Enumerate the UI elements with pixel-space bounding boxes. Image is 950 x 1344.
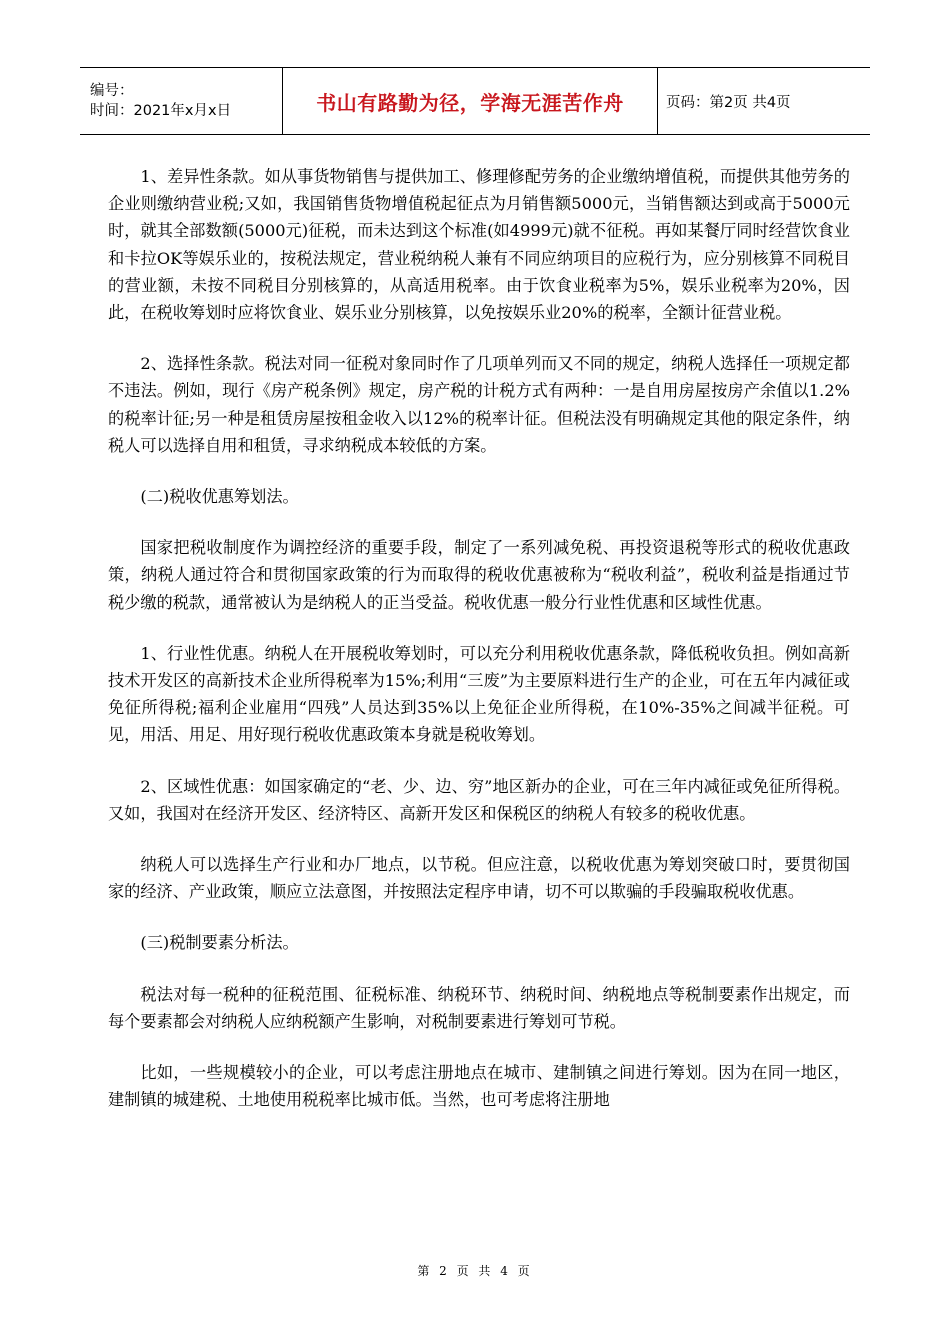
paragraph-optional-clause: 2、选择性条款。税法对同一征税对象同时作了几项单列而又不同的规定，纳税人选择任一项规定都不违法。例如，现行《房产税条例》规定，房产税的计税方式有两种：一是自用房屋按房产余值以1.2%的税率计征;另一种是租赁房屋按租金收入以12%的税率计征。但税法没有明确规定其他的限定条件，纳税人可以选择自用和租赁，寻求纳税成本较低的方案。 [108, 354, 850, 455]
section-heading-tax-elements: (三)税制要素分析法。 [140, 933, 299, 953]
header-page-info-cell [658, 68, 870, 134]
page-footer: 第 2 页 共 4 页 [417, 1264, 533, 1278]
paragraph-regional-incentive: 2、区域性优惠：如国家确定的“老、少、边、穷”地区新办的企业，可在三年内减征或免征所得税。又如，我国对在经济开发区、经济特区、高新开发区和保税区的纳税人有较多的税收优惠。 [108, 776, 850, 823]
header-meta [80, 68, 282, 134]
document-date: 时间：2021年x月x日 [90, 103, 232, 119]
header-motto-cell [282, 68, 658, 134]
section-heading-tax-incentive: (二)税收优惠筹划法。 [140, 487, 299, 507]
paragraph-industry-incentive: 1、行业性优惠。纳税人在开展税收筹划时，可以充分利用税收优惠条款，降低税收负担。例如高新技术开发区的高新技术企业所得税率为15%;利用“三废”为主要原料进行生产的企业，可在五年内减征或免征所得税;福利企业雇用“四残”人员达到35%以上免征企业所得税，在10%-35%之间减半征税。可见，用活、用足、用好现行税收优惠政策本身就是税收筹划。 [108, 643, 850, 745]
paragraph-registration-location: 比如，一些规模较小的企业，可以考虑注册地点在城市、建制镇之间进行筹划。因为在同一地区，建制镇的城建税、土地使用税税率比城市低。当然，也可考虑将注册地 [108, 1063, 850, 1110]
paragraph-differential-clause: 1、差异性条款。如从事货物销售与提供加工、修理修配劳务的企业缴纳增值税，而提供其他劳务的企业则缴纳营业税;又如，我国销售货物增值税起征点为月销售额5000元，当销售额达到或高于5000元时，就其全部数额(5000元)征税，而未达到这个标准(如4999元)就不征税。再如某餐厅同时经营饮食业和卡拉OK等娱乐业的，按税法规定，营业税纳税人兼有不同应纳项目的应税行为，应分别核算不同税目的营业额，未按不同税目分别核算的，从高适用税率。由于饮食业税率为5%，娱乐业税率为20%，因此，在税收筹划时应将饮食业、娱乐业分别核算，以免按娱乐业20%的税率，全额计征营业税。 [108, 167, 850, 323]
header-page-info: 页码：第2页 共4页 [666, 94, 791, 111]
paragraph-tax-elements: 税法对每一税种的征税范围、征税标准、纳税环节、纳税时间、纳税地点等税制要素作出规定，而每个要素都会对纳税人应纳税额产生影响，对税制要素进行筹划可节税。 [108, 984, 850, 1031]
document-body [108, 163, 850, 1113]
paragraph-incentive-caution: 纳税人可以选择生产行业和办厂地点，以节税。但应注意，以税收优惠为筹划突破口时，要贯彻国家的经济、产业政策，顺应立法意图，并按照法定程序申请，切不可以欺骗的手段骗取税收优惠。 [108, 855, 850, 902]
header-motto: 书山有路勤为径，学海无涯苦作舟 [316, 90, 624, 115]
page-header [80, 67, 870, 135]
document-number-label: 编号： [90, 83, 134, 99]
paragraph-tax-incentive-intro: 国家把税收制度作为调控经济的重要手段，制定了一系列减免税、再投资退税等形式的税收优惠政策，纳税人通过符合和贯彻国家政策的行为而取得的税收优惠被称为“税收利益”，税收利益是指通过节税少缴的税款，通常被认为是纳税人的正当受益。税收优惠一般分行业性优惠和区域性优惠。 [108, 538, 850, 612]
